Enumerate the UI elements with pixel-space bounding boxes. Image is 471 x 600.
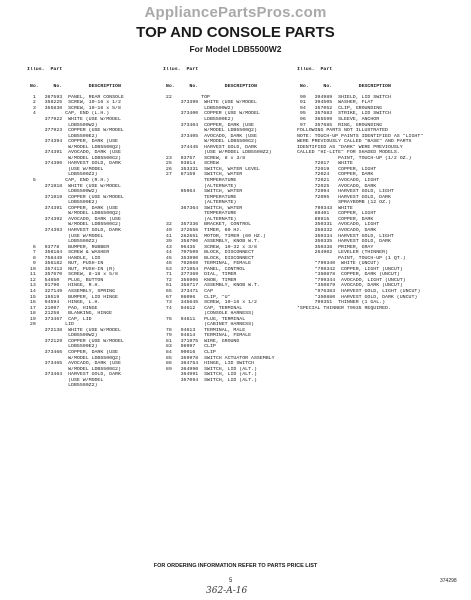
parts-row: 350331 AVOCADO, LIGHT [297,222,380,228]
parts-row: 373405 AVOCADO, DARK (USE [163,133,257,139]
parts-row: 4 CAP, END (L.H.) [27,111,110,117]
parts-row: 63 371954 PANEL, CONTROL [163,266,246,272]
parts-row: *350878 COPPER, DARK (UNCUT) [297,272,400,278]
parts-row: LDB5500E2) [163,117,234,123]
parts-row: 350338 PRIMER, GRAY [297,244,374,250]
parts-row: 45 353990 BLOCK, DISCONNECT [163,255,254,261]
parts-row: 23 93757 SCREW, 8 x 3/8 [163,155,246,161]
parts-row: 61 358717 ASSEMBLY, KNOB W.T. [163,283,260,289]
parts-row: LDB5500E2) [27,200,98,206]
parts-row: 377922 WHITE (USE W/MODEL [27,117,121,123]
parts-row: 2 358225 SCREW, 10-16 x 1/2 [27,100,121,106]
parts-row: PAINT, TOUCH-UP (1 QT.) [297,255,406,261]
parts-row: 81 371975 WIRE, GROUND [163,338,240,344]
parts-row: W/MODEL LDB5500G2) [27,155,121,161]
parts-row: 374394 COPPER, DARK (USE [27,139,118,145]
parts-row: LDB5500W2) [27,333,98,339]
parts-row: 799343 WHITE [297,205,353,211]
parts-row: 89915 COPPER, DARK [297,216,374,222]
parts-row: W/MODEL LDB5500Q2) [163,128,257,134]
parts-row: CALLED "HI-LITE" FOR SHADED MODELS. [297,150,400,156]
parts-row: 1 387593 PANEL, REAR CONSOLE [27,94,124,100]
parts-row: 73 345645 SCREW, 10-16 x 1/2 [163,300,257,306]
parts-row: 94 357052 CLIP, GROUNDING [297,105,383,111]
parts-row: (USE W/MODEL [27,166,104,172]
parts-row: 371918 WHITE (USE W/MODEL [27,183,121,189]
page-subtitle: For Model LDB5500W2 [189,44,282,54]
parts-row: *799344 AVOCADO, LIGHT (UNCUT) [297,277,406,283]
parts-row: 85 359978 SWITCH ACTUATOR ASSEMBLY [163,355,275,361]
parts-row: 72024 COPPER, DARK [297,172,374,178]
parts-row: 22 TOP [163,94,210,100]
parts-row: 350334 HARVEST GOLD, LIGHT [297,233,394,239]
parts-row: 25 93814 SCREW [163,161,219,167]
parts-row: 46 702069 TERMINAL, FEMALE [163,261,252,267]
parts-row: 377923 COPPER (USE W/MODEL [27,128,124,134]
parts-row: NOTE: TOUCH-UP PAINTS IDENTIFIED AS "LIGHT" [297,133,424,139]
parts-row: LDB5500Z2) [27,383,98,389]
parts-row: 373466 COPPER, DARK (USE [27,349,118,355]
column-header: Illus. Part [297,67,333,73]
parts-row: 72021 AVOCADO, LIGHT [297,178,380,184]
parts-row: 372129 COPPER (USE W/MODEL [27,338,124,344]
parts-row: LDB5500E2) [27,344,98,350]
parts-row: 72094 HARVEST GOLD, LIGHT [297,189,394,195]
parts-row: 76 94611 PLUG, TERMINAL [163,316,246,322]
parts-row: 32 357336 BRACKET, CONTROL [163,222,252,228]
parts-row: 72025 AVOCADO, DARK [297,183,377,189]
parts-row: IDENTIFIED AS "DARK" WERE PREVIOUSLY [297,144,403,150]
parts-row: *799340 WHITE (UNCUT) [297,261,380,267]
parts-row: 374393 HARVEST GOLD, DARK [27,227,121,233]
parts-row: 264902 LEVELER (THINNER) [297,250,388,256]
parts-row: 65 373471 CAP [163,288,213,294]
parts-row: (ALTERNATE) [163,216,237,222]
parts-row: 97 357685 RING, GROUNDING [297,122,383,128]
document-code: 374298 [440,578,457,584]
parts-row: LDB5500W2) [27,189,98,195]
parts-row: 10 357413 NUT, PUSH-IN (R) [27,266,116,272]
parts-row: *350879 AVOCADO, DARK (UNCUT) [297,283,403,289]
parts-row: PAINT, TOUCH-UP (1/2 OZ.) [297,155,412,161]
parts-row: 49 372656 TIMER, 60 Hz. [163,227,243,233]
parts-row: (ALTERNATE) [163,200,237,206]
parts-row: W/MODEL LDB5500G2) [163,139,257,145]
parts-row: 374392 AVOCADO, DARK (USE [27,216,121,222]
parts-row: 17 21097 PAD, HINGE [27,305,98,311]
parts-row: 19 373467 CAP, LID [27,316,92,322]
parts-row: 372138 WHITE (USE W/MODEL [27,327,121,333]
ordering-footer: FOR ORDERING INFORMATION REFER TO PARTS PRICE LIST [153,563,318,569]
parts-row: 374391 COPPER, DARK (USE [27,205,118,211]
parts-row: 95964 SWITCH, WATER [163,189,243,195]
parts-row: *SPECIAL THINNER 79935 REQUIRED. [297,305,391,311]
parts-row: 799351 THINNER (1 GAL.) [297,300,386,306]
parts-row: W/MODEL LDB5500Q2) [27,211,121,217]
parts-row: 13 91790 HINGE, R.H. [27,283,101,289]
parts-row: LDB5500Z2) [27,239,98,245]
parts-row: 8 758449 HANDLE, LID [27,255,101,261]
parts-row: 74 94612 CAP, TERMINAL [163,305,243,311]
parts-row: TEMPERATURE [163,194,237,200]
parts-row: W/MODEL LDB5500G2) [27,366,121,372]
parts-row: 18 21258 BLANKING, HINGE [27,311,113,317]
parts-row: (USE W/MODEL [27,233,104,239]
parts-row: 12 54650 PLUG, BUTTON [27,277,104,283]
parts-row: LDB5500W2) [163,105,234,111]
parts-row: 364991 SWITCH, LID (ALT.) [163,372,257,378]
parts-row: (CONSOLE HARNESS) [163,311,254,317]
parts-row: 14 327149 ASSEMBLY, SPRING [27,288,116,294]
parts-row: 84 90016 CLIP [163,349,216,355]
parts-row: SPRAYBOMB (12 OZ.) [297,200,391,206]
parts-row: 7 356184 SCREW & WASHER [27,250,110,256]
parts-row: W/MODEL LDB5500Q2) [27,355,121,361]
parts-row: (ALTERNATE) [163,183,237,189]
parts-row: LDB5500Z2) [27,172,98,178]
parts-row: 20 LID [27,322,74,328]
parts-column-2 [163,56,291,383]
parts-row: 374445 HARVEST GOLD, DARK [163,144,257,150]
parts-row: 373404 COPPER, DARK (USE [163,122,254,128]
parts-row: 89 364990 SWITCH, LID (ALT.) [163,366,257,372]
parts-row: 72017 WHITE [297,161,353,167]
parts-row: 27 87159 SWITCH, WATER [163,172,243,178]
parts-row: 71 377369 DIAL, TIMER [163,272,237,278]
parts-column-1 [27,56,155,389]
parts-row: 72019 COPPER, LIGHT [297,166,377,172]
parts-row: 350335 HARVEST GOLD, DARK [297,239,391,245]
parts-row: 72095 HARVEST GOLD, DARK [297,194,391,200]
parts-row: 373400 COPPER (USE W/MODEL [163,111,260,117]
column-header: No. No. DESCRIPTION [297,83,391,89]
parts-row: 16 94594 HINGE, L.H. [27,300,101,306]
parts-row: 367364 SWITCH, WATER [163,205,243,211]
parts-row: WERE PREVIOUSLY CALLED "BASE" AND PARTS [297,139,412,145]
parts-row: 96 365599 SLEEVE, ANCHOR [297,117,380,123]
column-header: Illus. Part [163,67,199,73]
parts-row: 15 19519 BUMPER, LID HINGE [27,294,118,300]
parts-row: 67 98096 CLIP, "U" [163,294,231,300]
parts-column-3 [297,56,447,311]
parts-row: 6 93778 BUMPER, RUBBER [27,244,110,250]
parts-row: W/MODEL LDB5500Q2) [27,144,121,150]
parts-row: 357094 SWITCH, LID (ALT.) [163,377,257,383]
parts-row: 86 364754 HINGE, LID SWITCH [163,361,254,367]
parts-row: 373399 WHITE (USE W/MODEL [163,100,257,106]
parts-row: 79 94614 TERMINAL, FEMALE [163,333,252,339]
parts-row: 374391 AVOCADO, DARK (USE [27,150,121,156]
parts-row: *350880 HARVEST GOLD, DARK (UNCUT) [297,294,418,300]
parts-row: (USE W/MODEL [27,377,104,383]
parts-row: 11 357670 SCREW, 8-18 x 5/8 [27,272,118,278]
parts-row: 3 355838 SCREW, 10-16 x 5/8 [27,105,121,111]
parts-row: 41 262651 MOTOR, TIMER (60 HZ.) [163,233,266,239]
handwritten-note: 362-A-16 [206,586,248,596]
parts-row: 91 394505 WASHER, FLAT [297,100,374,106]
column-header: No. No. DESCRIPTION [27,83,121,89]
parts-row: 5 CAP, END (R.H.) [27,178,110,184]
page-number: 5 [229,578,233,584]
parts-row: 43 96435 SCREW, 10-32 x 3/8 [163,244,257,250]
parts-row: 9 356182 NUT, PUSH-IN [27,261,104,267]
parts-row: 374396 HARVEST GOLD, DARK [27,161,121,167]
parts-row: 89401 COPPER, LIGHT [297,211,377,217]
parts-row: 78 94613 TERMINAL, MALE [163,327,246,333]
parts-row: 26 353331 SWITCH, WATER LEVEL [163,166,260,172]
parts-row: 95 357683 STRIKE, LID SWITCH [297,111,391,117]
column-header: No. No. DESCRIPTION [163,83,257,89]
parts-row: 39 358700 ASSEMBLY, KNOB W.T. [163,239,260,245]
parts-row: LDB5500E2) [27,133,98,139]
parts-row: FOLLOWING PARTS NOT ILLUSTRATED [297,128,388,134]
parts-row: *976383 HARVEST GOLD, LIGHT (UNCUT) [297,288,421,294]
parts-row: 72 356906 KNOB, TIMER [163,277,237,283]
parts-row: (USE W/MODEL LDB5500Z2) [163,150,272,156]
parts-row: 350332 AVOCADO, DARK [297,227,377,233]
parts-row: *799342 COPPER, LIGHT (UNCUT) [297,266,403,272]
parts-row: 373464 HARVEST GOLD, DARK [27,372,121,378]
column-header: Illus. Part [27,67,63,73]
parts-row: 83 98997 CLIP [163,344,216,350]
watermark: AppliancePartsPros.com [144,4,327,21]
parts-row: 44 707509 BLOCK, DISCONNECT [163,250,254,256]
parts-row: 90 394989 SHIELD, LID SWITCH [297,94,391,100]
parts-row: LDB5500W2) [27,122,98,128]
page-title: TOP AND CONSOLE PARTS [136,24,335,41]
parts-row: TEMPERATURE [163,178,237,184]
parts-row: TEMPERATURE [163,211,237,217]
parts-row: 373465 AVOCADO, DARK (USE [27,361,121,367]
parts-row: 371919 COPPER (USE W/MODEL [27,194,124,200]
parts-row: (CABINET HARNESS) [163,322,254,328]
parts-row: W/MODEL LDB5500G2) [27,222,121,228]
